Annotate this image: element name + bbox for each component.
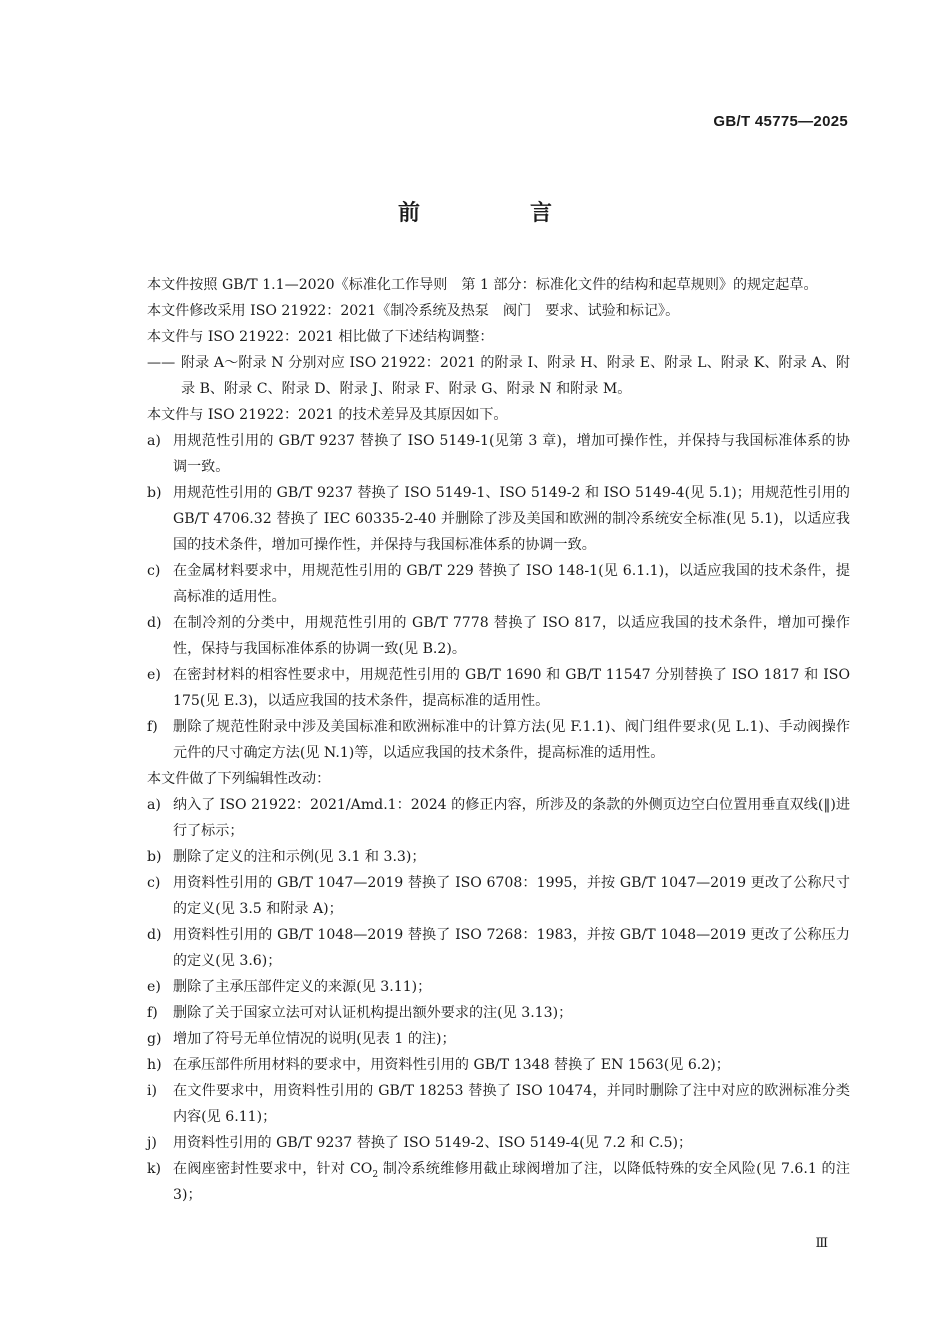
list-text: 在密封材料的相容性要求中，用规范性引用的 GB/T 1690 和 GB/T 11547 分别替换了 ISO 1817 和 ISO 175(见 E.3)，以适应我国的技术条件，提高标准的适用性。 <box>173 667 850 709</box>
list-marker: k) <box>147 1161 162 1177</box>
list-marker: i) <box>147 1083 158 1099</box>
list-text: 删除了主承压部件定义的来源(见 3.11)； <box>173 979 432 995</box>
list-marker: d) <box>147 927 162 943</box>
list-item <box>113 792 850 844</box>
list-text: 在阀座密封性要求中，针对 CO <box>173 1161 373 1177</box>
list-marker: j) <box>147 1135 157 1151</box>
list-item <box>113 1130 850 1156</box>
list-text: 删除了规范性附录中涉及美国标准和欧洲标准中的计算方法(见 F.1.1)、阀门组件要求(见 L.1)、手动阀操作元件的尺寸确定方法(见 N.1)等，以适应我国的技术条件，提高标准的适用性。 <box>173 719 850 761</box>
list-item <box>113 610 850 662</box>
list-item <box>113 662 850 714</box>
edit-list <box>113 792 850 1208</box>
list-item <box>113 558 850 610</box>
list-item <box>113 922 850 974</box>
list-item <box>113 428 850 480</box>
tech-diff-list <box>113 428 850 766</box>
list-text: 增加了符号无单位情况的说明(见表 1 的注)； <box>173 1031 456 1047</box>
list-marker: b) <box>147 485 162 501</box>
list-item <box>113 1000 850 1026</box>
intro-paragraph: 本文件按照 GB/T 1.1—2020《标准化工作导则 第 1 部分：标准化文件的结构和起草规则》的规定起草。 <box>147 277 818 293</box>
list-text: 在制冷剂的分类中，用规范性引用的 GB/T 7778 替换了 ISO 817，以适应我国的技术条件，增加可操作性，保持与我国标准体系的协调一致(见 B.2)。 <box>173 615 850 657</box>
list-marker: d) <box>147 615 162 631</box>
list-text: 用规范性引用的 GB/T 9237 替换了 ISO 5149-1、ISO 5149-2 和 ISO 5149-4(见 5.1)；用规范性引用的 GB/T 4706.32 替换了 IEC 60335-2-40 并删除了涉及美国和欧洲的制冷系统安全标准(见 5.1)，以适应我国的技术条件，增加可操作性，并保持与我国标准体系的协调一致。 <box>173 485 850 553</box>
list-text: 删除了定义的注和示例(见 3.1 和 3.3)； <box>173 849 426 865</box>
subscript-2: 2 <box>372 1169 379 1180</box>
list-text: 在金属材料要求中，用规范性引用的 GB/T 229 替换了 ISO 148-1(见 6.1.1)，以适应我国的技术条件，提高标准的适用性。 <box>173 563 850 605</box>
list-item <box>113 1052 850 1078</box>
tech-diff-heading: 本文件与 ISO 21922：2021 的技术差异及其原因如下。 <box>147 407 508 423</box>
list-item <box>113 480 850 558</box>
list-text: 用资料性引用的 GB/T 1047—2019 替换了 ISO 6708：1995，并按 GB/T 1047—2019 更改了公称尺寸的定义(见 3.5 和附录 A)； <box>173 875 850 917</box>
structure-change-item <box>113 350 850 402</box>
list-marker: c) <box>147 563 161 579</box>
page-number: Ⅲ <box>815 1236 828 1251</box>
list-text: 在承压部件所用材料的要求中，用资料性引用的 GB/T 1348 替换了 EN 1563(见 6.2)； <box>173 1057 730 1073</box>
list-marker: e) <box>147 979 161 995</box>
list-marker: g) <box>147 1031 162 1047</box>
list-marker: a) <box>147 433 161 449</box>
page-title: 前 言 <box>397 201 596 226</box>
list-text: 用资料性引用的 GB/T 1048—2019 替换了 ISO 7268：1983，并按 GB/T 1048—2019 更改了公称压力的定义(见 3.6)； <box>173 927 850 969</box>
list-marker: a) <box>147 797 161 813</box>
list-item <box>113 1078 850 1130</box>
intro-paragraph: 本文件与 ISO 21922：2021 相比做了下述结构调整： <box>147 329 494 345</box>
list-marker: b) <box>147 849 162 865</box>
list-item <box>113 714 850 766</box>
list-text: 制冷系统维修用截止球阀增加了注，以降低特殊的安全风险(见 7.6.1 的注 3)； <box>173 1161 850 1203</box>
standard-code: GB/T 45775—2025 <box>713 113 848 130</box>
structure-change-text: 附录 A～附录 N 分别对应 ISO 21922：2021 的附录 I、附录 H、附录 E、附录 L、附录 K、附录 A、附录 B、附录 C、附录 D、附录 J、附录 F、附录 G、附录 N 和附录 M。 <box>181 355 850 397</box>
document-body <box>113 272 850 1208</box>
list-text: 用规范性引用的 GB/T 9237 替换了 ISO 5149-1(见第 3 章)，增加可操作性，并保持与我国标准体系的协调一致。 <box>173 433 850 475</box>
list-text: 用资料性引用的 GB/T 9237 替换了 ISO 5149-2、ISO 5149-4(见 7.2 和 C.5)； <box>173 1135 693 1151</box>
list-marker: c) <box>147 875 161 891</box>
list-marker: h) <box>147 1057 162 1073</box>
dash-marker: —— <box>147 355 176 371</box>
list-item <box>113 844 850 870</box>
list-text: 删除了关于国家立法可对认证机构提出额外要求的注(见 3.13)； <box>173 1005 573 1021</box>
intro-paragraph: 本文件修改采用 ISO 21922：2021《制冷系统及热泵 阀门 要求、试验和标记》。 <box>147 303 680 319</box>
list-item <box>113 1026 850 1052</box>
list-item <box>113 870 850 922</box>
list-marker: e) <box>147 667 161 683</box>
list-text: 纳入了 ISO 21922：2021/Amd.1：2024 的修正内容，所涉及的条款的外侧页边空白位置用垂直双线(‖)进行了标示； <box>173 797 850 839</box>
list-marker: f) <box>147 1005 158 1021</box>
list-item <box>113 1156 850 1208</box>
list-marker: f) <box>147 719 158 735</box>
list-item <box>113 974 850 1000</box>
list-text: 在文件要求中，用资料性引用的 GB/T 18253 替换了 ISO 10474，并同时删除了注中对应的欧洲标准分类内容(见 6.11)； <box>173 1083 850 1125</box>
edit-heading: 本文件做了下列编辑性改动： <box>147 771 331 787</box>
